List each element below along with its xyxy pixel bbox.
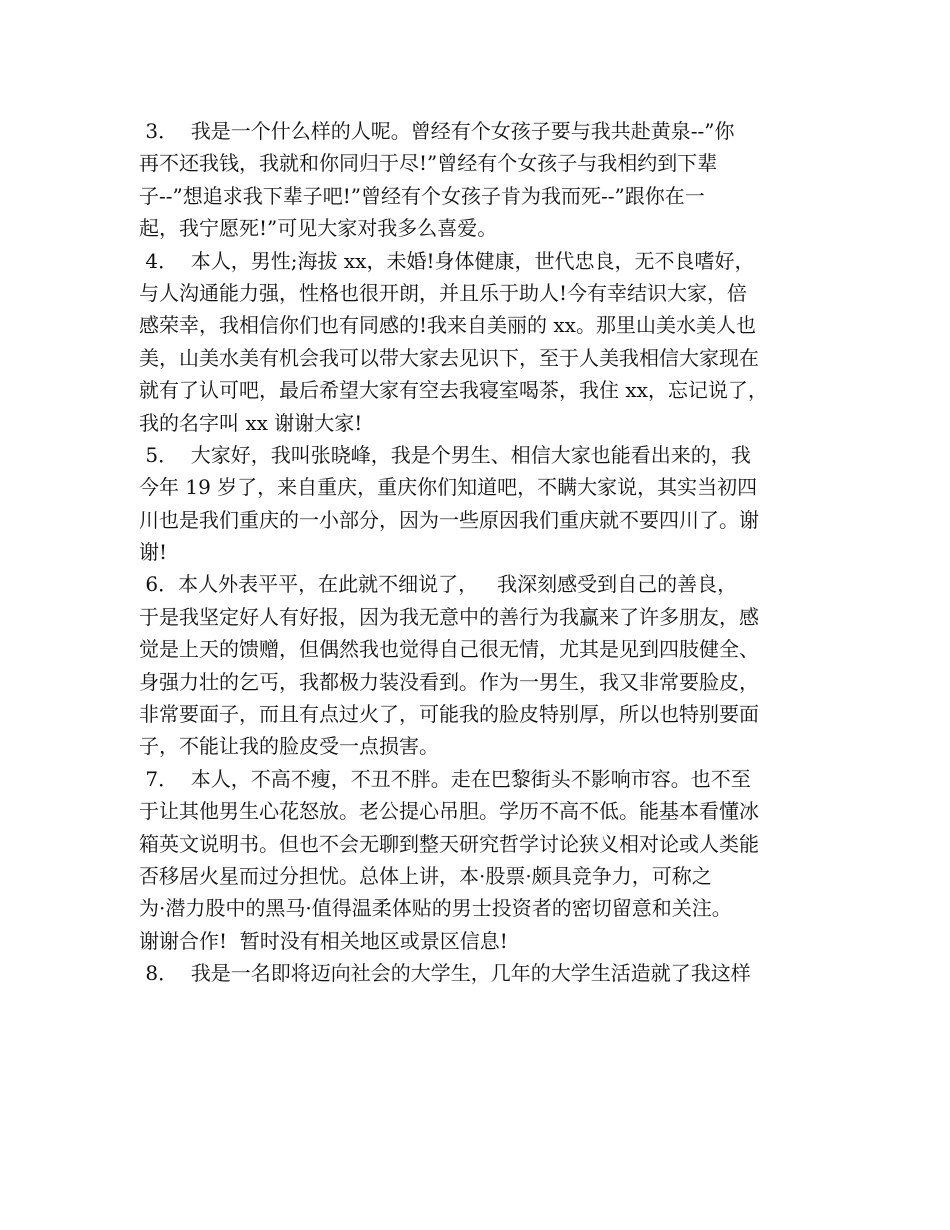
text-line: 非常要面子，而且有点过火了，可能我的脸皮特别厚，所以也特别要面 [139, 702, 759, 727]
text-line: 为·潜力股中的黑马·值得温柔体贴的男士投资者的密切留意和关注。 [139, 896, 732, 921]
text-line: 4． 本人，男性;海拔 xx，未婚!身体健康，世代忠良，无不良嗜好， [139, 248, 755, 273]
text-line: 今年 19 岁了，来自重庆，重庆你们知道吧，不瞒大家说，其实当初四 [139, 475, 758, 500]
text-line: 就有了认可吧，最后希望大家有空去我寝室喝茶，我住 xx，忘记说了， [139, 378, 768, 403]
text-line: 子--”想追求我下辈子吧!”曾经有个女孩子肯为我而死--”跟你在一 [139, 183, 705, 208]
text-line: 再不还我钱，我就和你同归于尽!”曾经有个女孩子与我相约到下辈 [139, 151, 718, 176]
text-line: 于让其他男生心花怒放。老公提心吊胆。学历不高不低。能基本看懂冰 [139, 799, 759, 824]
text-line: 起，我宁愿死!”可见大家对我多么喜爱。 [139, 216, 498, 241]
text-line: 5． 大家好，我叫张晓峰，我是个男生、相信大家也能看出来的，我 [139, 442, 751, 467]
text-line: 身强力壮的乞丐，我都极力装没看到。作为一男生，我又非常要脸皮， [139, 669, 759, 694]
text-line: 川也是我们重庆的一小部分，因为一些原因我们重庆就不要四川了。谢 [139, 507, 759, 532]
text-line: 觉是上天的馈赠，但偶然我也觉得自己很无情，尤其是见到四肢健全、 [139, 637, 759, 662]
text-line: 子，不能让我的脸皮受一点损害。 [139, 734, 439, 759]
text-line: 美，山美水美有机会我可以带大家去见识下，至于人美我相信大家现在 [139, 345, 759, 370]
text-line: 谢! [139, 540, 168, 565]
text-line: 我的名字叫 xx 谢谢大家! [139, 410, 363, 435]
text-line: 于是我坚定好人有好报，因为我无意中的善行为我赢来了许多朋友，感 [139, 604, 759, 629]
text-line: 谢谢合作! 暂时没有相关地区或景区信息! [139, 928, 508, 953]
text-line: 6．本人外表平平，在此就不细说了， 我深刻感受到自己的善良， [139, 572, 738, 597]
text-line: 否移居火星而过分担忧。总体上讲，本·股票·颇具竞争力，可称之 [139, 863, 712, 888]
text-line: 与人沟通能力强，性格也很开朗，并且乐于助人!今有幸结识大家，倍 [139, 280, 748, 305]
text-line: 7． 本人，不高不瘦，不丑不胖。走在巴黎街头不影响市容。也不至 [139, 766, 751, 791]
document-body [139, 115, 829, 990]
text-line: 箱英文说明书。但也不会无聊到整天研究哲学讨论狭义相对论或人类能 [139, 831, 759, 856]
text-line: 8． 我是一名即将迈向社会的大学生，几年的大学生活造就了我这样 [139, 961, 751, 986]
text-line: 3． 我是一个什么样的人呢。曾经有个女孩子要与我共赴黄泉--”你 [139, 119, 735, 143]
text-line: 感荣幸，我相信你们也有同感的!我来自美丽的 xx。那里山美水美人也 [139, 313, 756, 338]
